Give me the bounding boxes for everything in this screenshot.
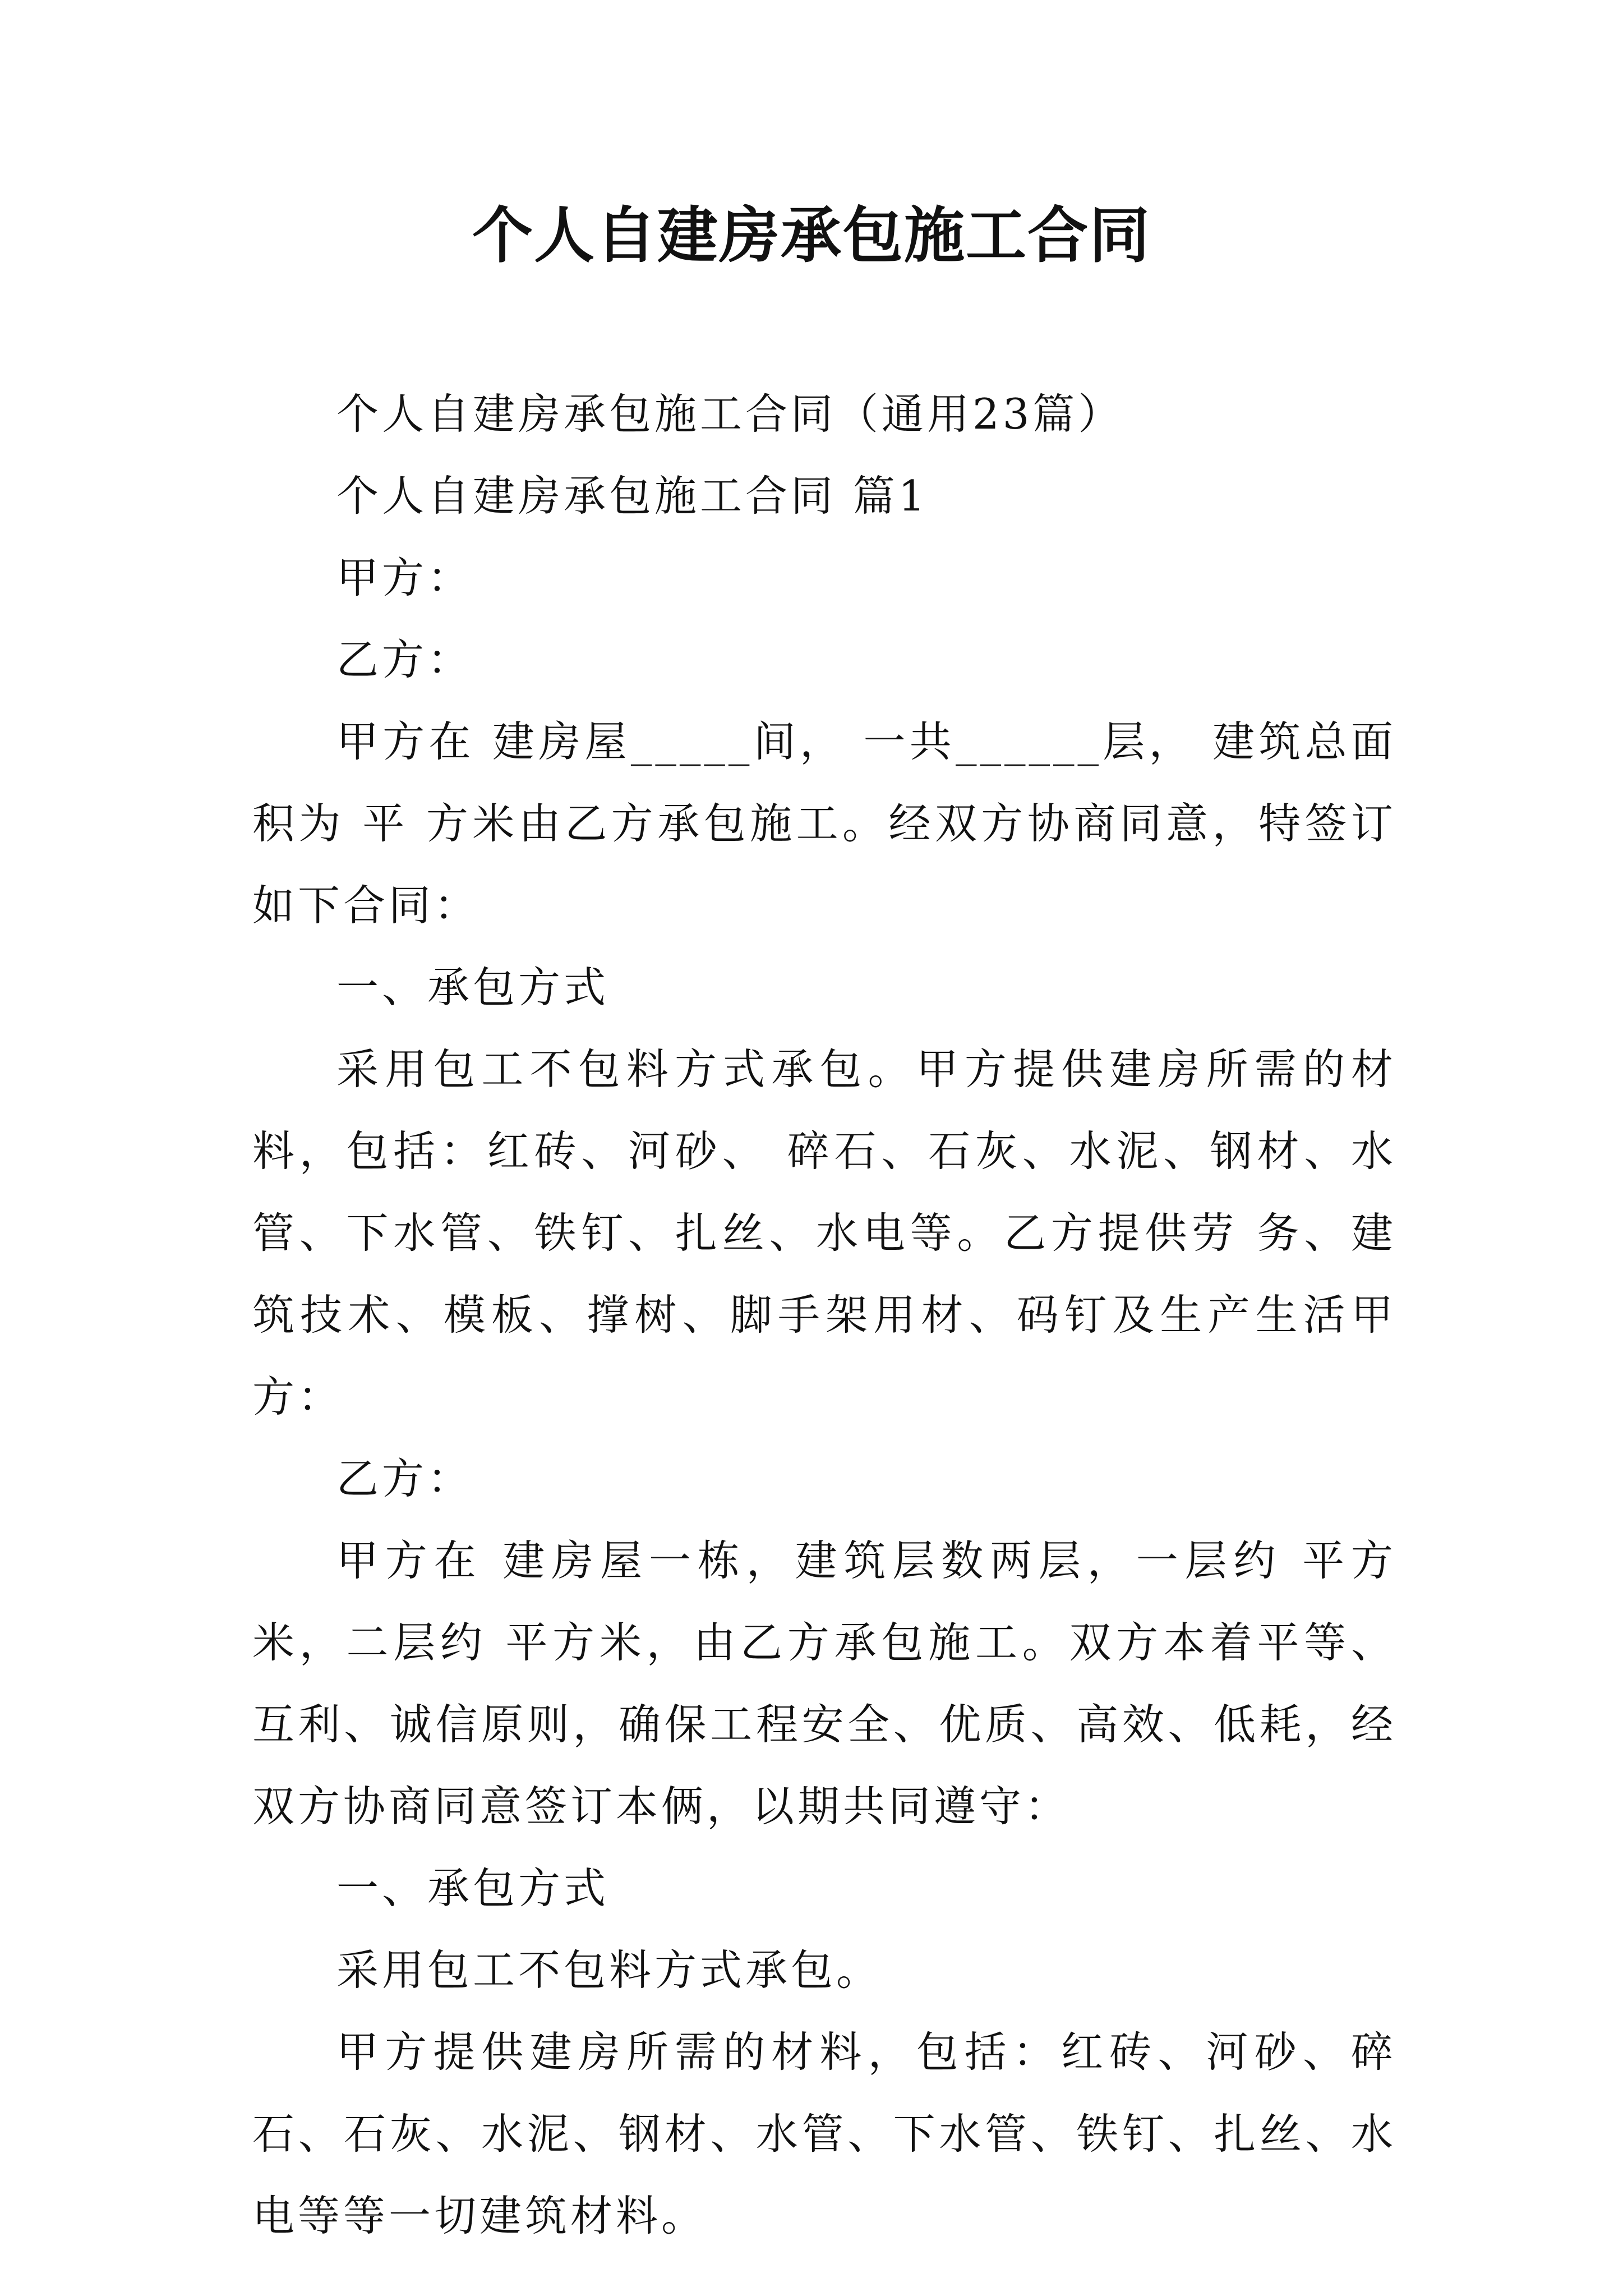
paragraph-clause-text: 采用包工不包料方式承包。甲方提供建房所需的材料，包括：红砖、河砂、 碎石、石灰、水泥、钢材、水管、下水管、铁钉、扎丝、水电等。乙方提供劳 务、建筑技术、模板、撑树、脚手架用材、码钉及生产生活甲方： bbox=[252, 1045, 1396, 1421]
paragraph-section-heading: 个人自建房承包施工合同 篇1 bbox=[336, 471, 929, 521]
paragraph-intro: 甲方在 建房屋_____间， 一共______层， 建筑总面积为 平 方米由乙方承包施工。经双方协商同意，特签订如下合同： bbox=[252, 717, 1396, 930]
document-body bbox=[252, 373, 1396, 2257]
paragraph-subtitle: 个人自建房承包施工合同（通用23篇） bbox=[336, 389, 1124, 439]
paragraph-clause-heading: 一、承包方式 bbox=[336, 1864, 610, 1913]
document-title: 个人自建房承包施工合同 bbox=[472, 200, 1151, 271]
paragraph-party-b: 乙方： bbox=[336, 1454, 473, 1503]
paragraph-clause-text: 甲方提供建房所需的材料，包括：红砖、河砂、碎石、石灰、水泥、钢材、水管、下水管、铁钉、扎丝、水电等等一切建筑材料。 bbox=[252, 2027, 1396, 2240]
paragraph-party-a: 甲方： bbox=[336, 553, 473, 602]
paragraph-intro: 甲方在 建房屋一栋，建筑层数两层，一层约 平方米，二层约 平方米，由乙方承包施工。双方本着平等、互利、诚信原则，确保工程安全、优质、高效、低耗，经双方协商同意签订本俩，以期共同遵守： bbox=[252, 1536, 1396, 1831]
paragraph-clause-heading: 一、承包方式 bbox=[336, 963, 610, 1012]
paragraph-clause-text: 采用包工不包料方式承包。 bbox=[336, 1945, 882, 1995]
paragraph-party-b: 乙方： bbox=[336, 635, 473, 684]
